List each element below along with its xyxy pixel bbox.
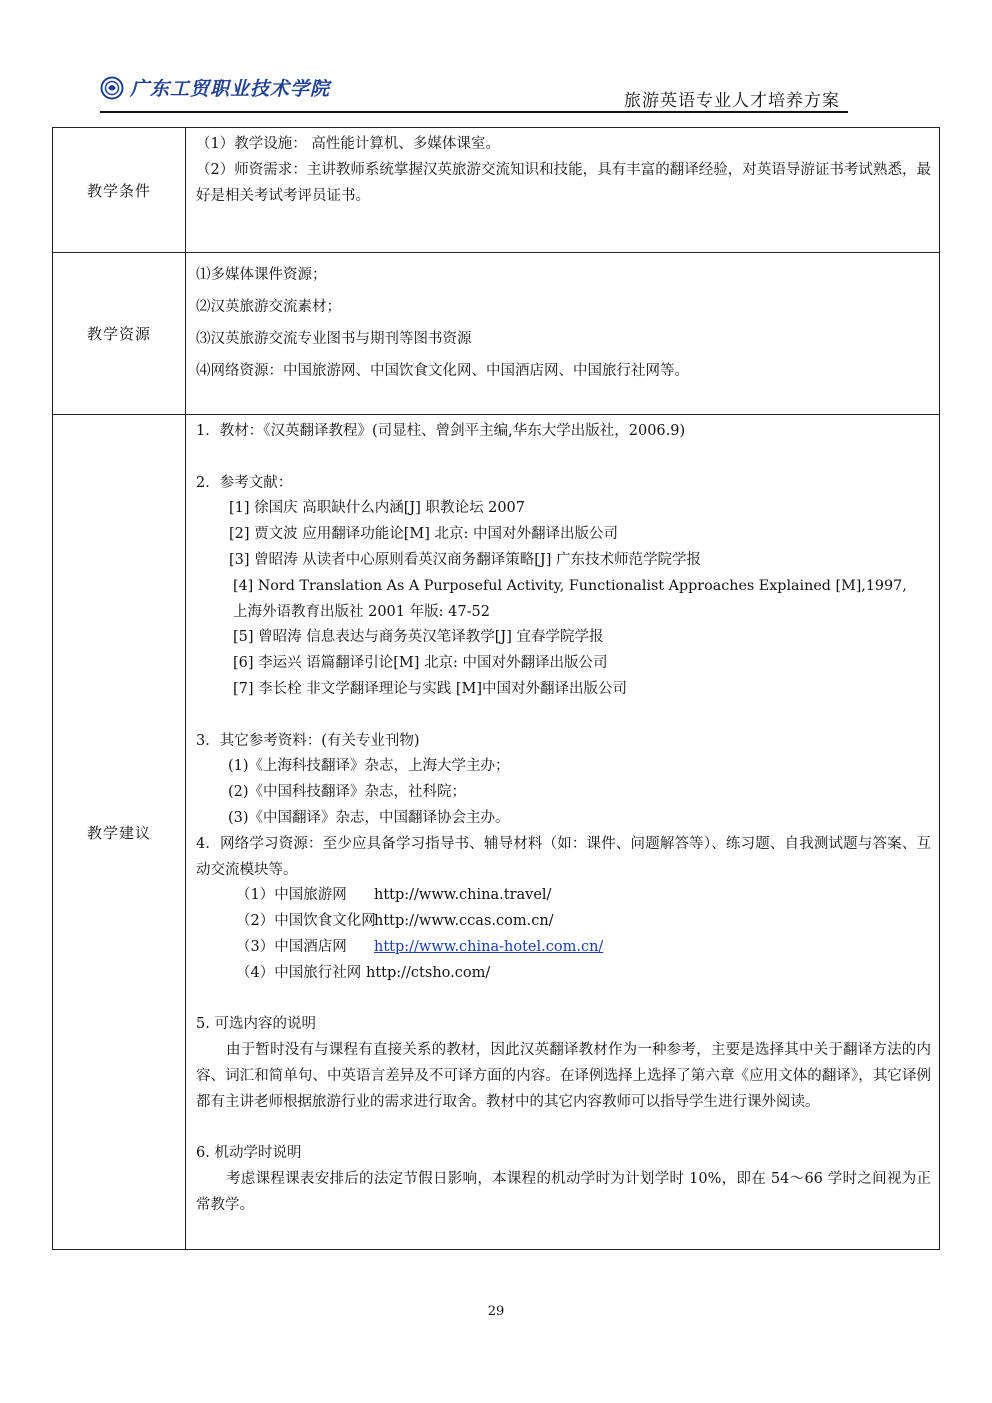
resource-item: ⑷网络资源：中国旅游网、中国饮食文化网、中国酒店网、中国旅行社网等。 (196, 363, 689, 379)
reference-item: [2] 贾文波 应用翻译功能论[M] 北京: 中国对外翻译出版公司 (229, 526, 619, 543)
reference-item: [6] 李运兴 语篇翻译引论[M] 北京: 中国对外翻译出版公司 (233, 655, 608, 672)
flexible-hours-title: 6. 机动学时说明 (196, 1145, 302, 1162)
content-teaching-conditions (186, 128, 940, 253)
flexible-hours-text: 考虑课程课表安排后的法定节假日影响，本课程的机动学时为计划学时 10%，即在 54～66 学时之间视为正常教学。 (196, 1171, 931, 1213)
school-name: 广东工贸职业技术学院 (130, 78, 331, 100)
label-teaching-resources: 教学资源 (53, 253, 186, 415)
content-teaching-resources (186, 253, 940, 415)
page-header (100, 72, 848, 114)
site-item (196, 909, 931, 935)
plan-table (52, 127, 940, 1250)
condition-facilities: （1）教学设施： 高性能计算机、多媒体课室。 (196, 136, 500, 152)
site-item (196, 961, 931, 987)
resource-item: ⑴多媒体课件资源； (196, 267, 327, 283)
site-name: （3）中国酒店网 (236, 938, 347, 955)
site-item (196, 935, 931, 961)
condition-teachers: （2）师资需求：主讲教师系统掌握汉英旅游交流知识和技能，具有丰富的翻译经验，对英语导游证书考试熟悉，最好是相关考试考评员证书。 (196, 161, 931, 204)
reference-item: [1] 徐国庆 高职缺什么内涵[J] 职教论坛 2007 (229, 500, 526, 517)
site-name: （2）中国饮食文化网 (236, 913, 376, 930)
page-number: 29 (487, 1304, 505, 1319)
reference-item: [4] Nord Translation As A Purposeful Activity, Functionalist Approaches Explained [M],1997, (233, 577, 907, 594)
site-name: （4）中国旅行社网 (236, 964, 362, 981)
site-url: http://www.ccas.com.cn/ (374, 913, 554, 930)
row-teaching-conditions (53, 128, 940, 253)
school-emblem-icon (100, 76, 124, 100)
row-teaching-suggestions (53, 415, 940, 1250)
document-title: 旅游英语专业人才培养方案 (624, 91, 840, 111)
other-material-item: (2)《中国科技翻译》杂志，社科院； (228, 784, 467, 801)
optional-content-title: 5. 可选内容的说明 (196, 1016, 316, 1033)
optional-content-text: 由于暂时没有与课程有直接关系的教材，因此汉英翻译教材作为一种参考，主要是选择其中关于翻译方法的内容、词汇和简单句、中英语言差异及不可译方面的内容。在译例选择上选择了第六章《应用文体的翻译》，其它译例都有主讲老师根据旅游行业的需求进行取舍。教材中的其它内容教师可以指导学生进行课外阅读。 (196, 1042, 931, 1110)
other-material-item: (3)《中国翻译》杂志，中国翻译协会主办。 (228, 809, 510, 826)
site-name: （1）中国旅游网 (236, 887, 347, 904)
textbook-line: 1．教材：《汉英翻译教程》(司显柱、曾剑平主编,华东大学出版社，2006.9) (196, 423, 686, 439)
online-resources-title: 4．网络学习资源：至少应具备学习指导书、辅导材料（如：课件、问题解答等）、练习题、自我测试题与答案、互动交流模块等。 (196, 835, 931, 878)
resource-item: ⑵汉英旅游交流素材； (196, 299, 341, 315)
school-logo (100, 74, 330, 101)
reference-item: [5] 曾昭涛 信息表达与商务英汉笔译教学[J] 宜春学院学报 (233, 629, 604, 646)
other-material-item: (1)《上海科技翻译》杂志，上海大学主办； (228, 758, 510, 775)
references-title: 2．参考文献： (196, 474, 293, 491)
label-teaching-conditions: 教学条件 (53, 128, 186, 253)
header-rule (100, 111, 848, 113)
resource-item: ⑶汉英旅游交流专业图书与期刊等图书资源 (196, 331, 472, 347)
content-teaching-suggestions (186, 415, 940, 1250)
row-teaching-resources (53, 253, 940, 415)
reference-item-continued: 上海外语教育出版社 2001 年版: 47-52 (233, 603, 490, 620)
site-url: http://ctsho.com/ (366, 964, 491, 981)
site-item (196, 883, 931, 909)
label-teaching-suggestions: 教学建议 (53, 415, 186, 1250)
site-url-link[interactable]: http://www.china-hotel.com.cn/ (374, 938, 604, 955)
other-materials-title: 3．其它参考资料：(有关专业刊物) (196, 732, 420, 749)
reference-item: [3] 曾昭涛 从读者中心原则看英汉商务翻译策略[J] 广东技术师范学院学报 (229, 551, 701, 568)
reference-item: [7] 李长栓 非文学翻译理论与实践 [M]中国对外翻译出版公司 (233, 680, 628, 697)
site-url: http://www.china.travel/ (374, 887, 552, 904)
